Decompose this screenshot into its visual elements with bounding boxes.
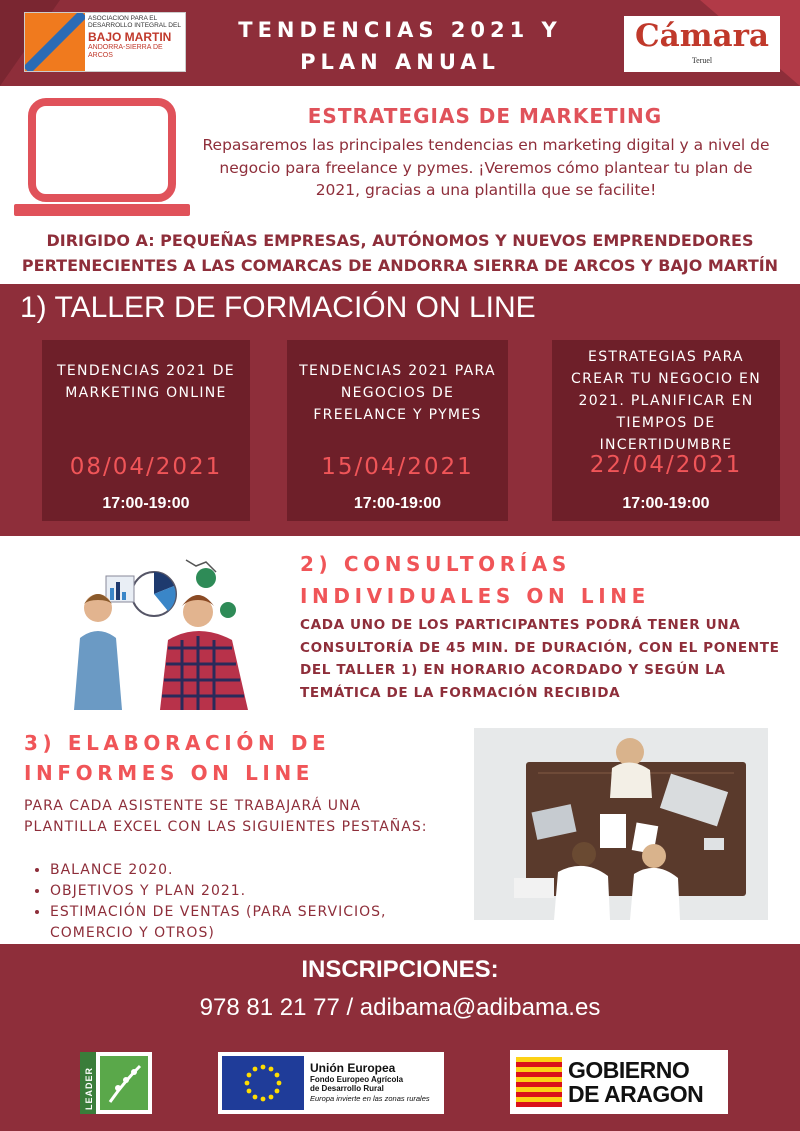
- session-card: [42, 340, 250, 521]
- session-topic: TENDENCIAS 2021 PARA NEGOCIOS DE FREELANCE Y PYMES: [299, 363, 496, 423]
- session-date: 15/04/2021: [321, 454, 474, 480]
- eu-fund-line1: Fondo Europeo Agrícola: [310, 1075, 404, 1084]
- consulting-title: [300, 548, 780, 612]
- eu-logo: [218, 1052, 444, 1114]
- association-logo: [24, 12, 186, 72]
- leader-label: LEADER: [84, 1066, 94, 1110]
- page-title: [200, 14, 600, 78]
- session-card: [552, 340, 780, 521]
- assoc-logo-line3: BAJO MARTIN: [88, 30, 172, 44]
- audience-line1: DIRIGIDO A: PEQUEÑAS EMPRESAS, AUTÓNOMOS Y NUEVOS EMPRENDEDORES: [46, 231, 754, 250]
- page-title-line2: PLAN ANUAL: [300, 50, 500, 74]
- aragon-logo: [510, 1050, 728, 1114]
- reports-title-line2: INFORMES ON LINE: [24, 761, 315, 785]
- eu-flag-icon: [222, 1056, 304, 1110]
- list-item: • OBJETIVOS Y PLAN 2021.: [50, 881, 470, 902]
- camara-logo: [624, 16, 780, 72]
- consulting-description: CADA UNO DE LOS PARTICIPANTES PODRÁ TENER UNA CONSULTORÍA DE 45 MIN. DE DURACIÓN, CON EL PONENTE DEL TALLER 1) EN HORARIO ACORDADO Y SEGÚN LA TEMÁTICA DE LA FORMACIÓN RECIBIDA: [300, 617, 780, 701]
- registration-title: INSCRIPCIONES:: [301, 956, 499, 983]
- eu-tagline: Europa invierte en las zonas rurales: [310, 1094, 430, 1103]
- leader-logo: [80, 1052, 152, 1114]
- session-time: 17:00-19:00: [622, 495, 710, 512]
- aragon-line1: GOBIERNO: [568, 1057, 690, 1083]
- list-item: • ESTIMACIÓN DE VENTAS (PARA SERVICIOS, COMERCIO Y OTROS): [50, 902, 470, 944]
- session-date: 22/04/2021: [589, 452, 743, 478]
- session-topic: ESTRATEGIAS PARA CREAR TU NEGOCIO EN 2021. PLANIFICAR EN TIEMPOS DE INCERTIDUMBRE: [571, 349, 761, 453]
- aragon-flag-icon: [516, 1057, 562, 1107]
- association-mark-icon: [25, 13, 85, 71]
- aragon-line2: DE ARAGON: [568, 1081, 704, 1107]
- session-topic: TENDENCIAS 2021 DE MARKETING ONLINE: [57, 363, 235, 401]
- audience-line2: PERTENECIENTES A LAS COMARCAS DE ANDORRA SIERRA DE ARCOS Y BAJO MARTÍN: [21, 256, 779, 275]
- eu-name: Unión Europea: [310, 1061, 396, 1075]
- camara-logo-city: Teruel: [691, 56, 713, 65]
- marketing-title: ESTRATEGIAS DE MARKETING: [307, 104, 663, 128]
- consulting-illustration: [36, 548, 264, 710]
- reports-title-line1: 3) ELABORACIÓN DE: [24, 731, 331, 755]
- session-time: 17:00-19:00: [102, 495, 190, 512]
- reports-list: [50, 860, 470, 944]
- session-card: [287, 340, 508, 521]
- meeting-photo: [474, 728, 768, 920]
- registration-contact: 978 81 21 77 / adibama@adibama.es: [199, 994, 601, 1021]
- reports-description: PARA CADA ASISTENTE SE TRABAJARÁ UNA PLANTILLA EXCEL CON LAS SIGUIENTES PESTAÑAS:: [24, 798, 428, 835]
- audience-statement: [0, 228, 800, 278]
- session-date: 08/04/2021: [69, 454, 223, 480]
- consulting-title-line2: INDIVIDUALES ON LINE: [300, 584, 650, 608]
- list-item: • BALANCE 2020.: [50, 860, 470, 881]
- workshop-title: 1) TALLER DE FORMACIÓN ON LINE: [20, 291, 536, 324]
- marketing-description: Repasaremos las principales tendencias en marketing digital y a nivel de negocio para freelance y pymes. ¡Veremos cómo plantear tu plan de 2021, gracias a una plantilla que se facilite!: [202, 136, 770, 199]
- consulting-title-line1: 2) CONSULTORÍAS: [300, 552, 571, 576]
- assoc-logo-line2: DESARROLLO INTEGRAL DEL: [88, 22, 181, 29]
- eu-fund-line2: de Desarrollo Rural: [310, 1084, 384, 1093]
- reports-title: [24, 728, 464, 788]
- camara-logo-name: Cámara: [634, 18, 770, 54]
- assoc-logo-line1: ASOCIACION PARA EL: [88, 15, 158, 22]
- laptop-icon: [14, 94, 190, 218]
- page-title-line1: TENDENCIAS 2021 Y: [238, 18, 562, 42]
- assoc-logo-line4: ANDORRA-SIERRA DE ARCOS: [88, 44, 163, 59]
- session-time: 17:00-19:00: [353, 495, 442, 512]
